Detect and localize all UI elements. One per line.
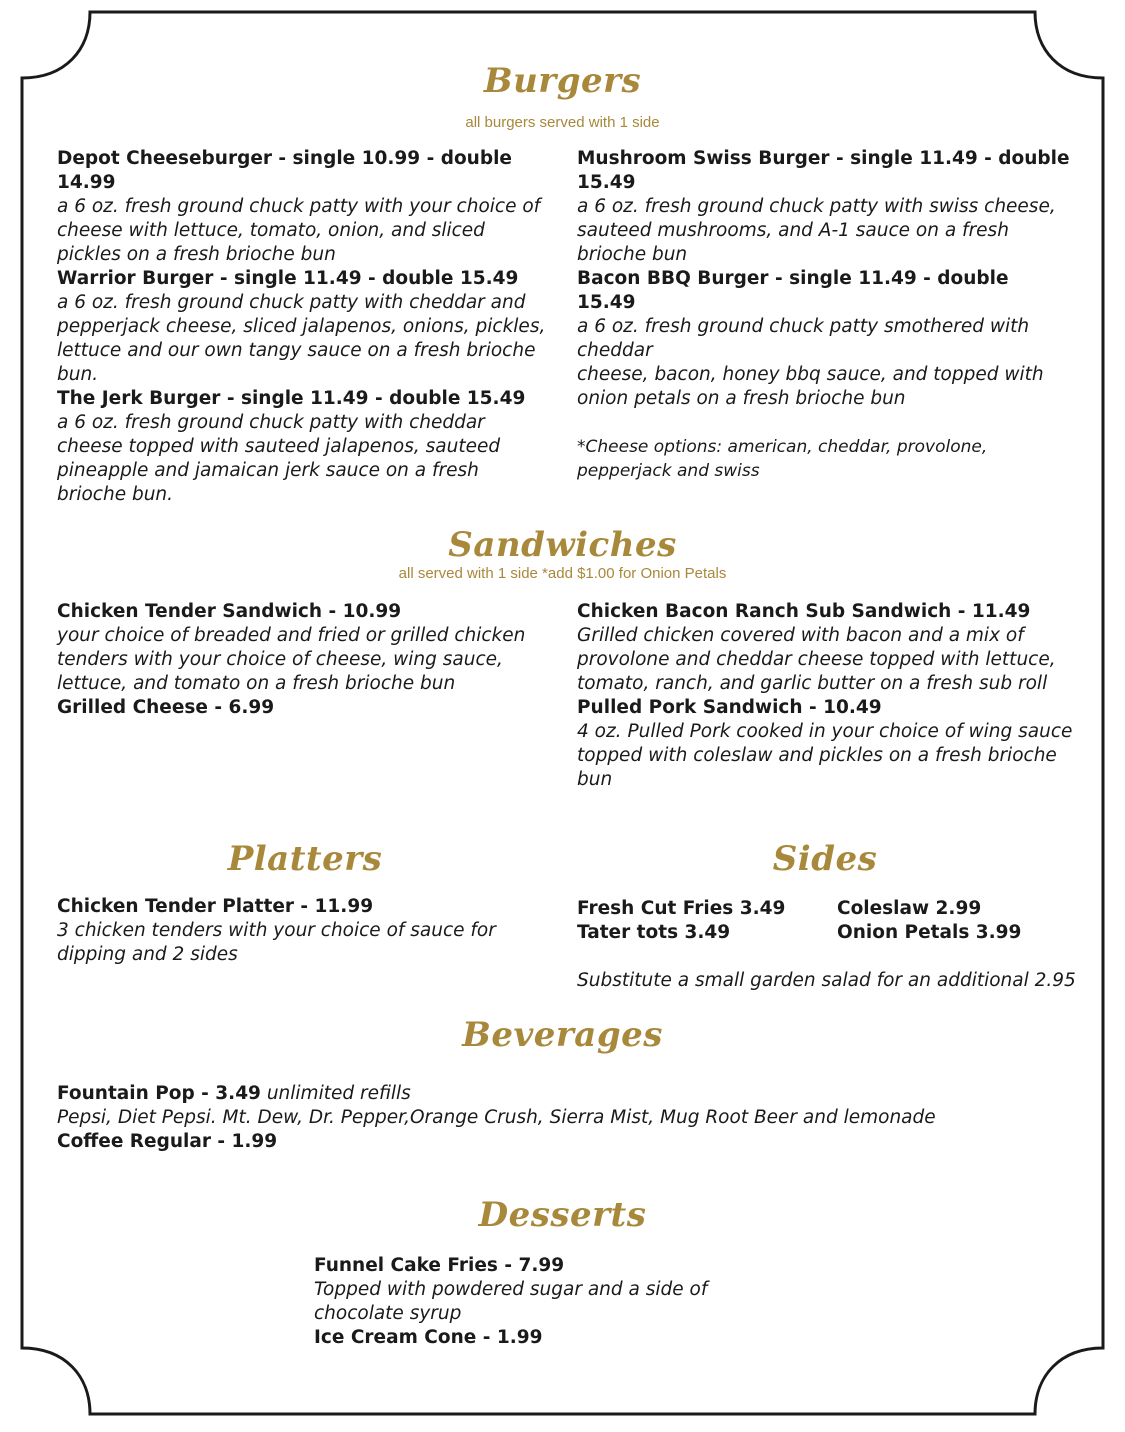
sides-heading: Sides	[772, 839, 878, 879]
side-item: Onion Petals 3.99	[837, 922, 1022, 943]
menu-item-title: Ice Cream Cone - 1.99	[314, 1327, 543, 1348]
menu-item-title: Depot Cheeseburger - single 10.99 - double 14.99	[57, 148, 512, 193]
sides-list	[577, 897, 1022, 945]
cheese-options-note: *Cheese options: american, cheddar, provolone, pepperjack and swiss	[577, 437, 988, 481]
menu-item-title: Chicken Tender Sandwich - 10.99	[57, 601, 402, 622]
platters-heading: Platters	[227, 839, 383, 879]
menu-item-desc-cont: cheese, bacon, honey bbq sauce, and topped with onion petals on a fresh brioche bun	[577, 364, 1044, 409]
menu-item-desc: your choice of breaded and fried or grilled chicken tenders with your choice of cheese, wing sauce, lettuce, and tomato on a fresh brioche bun	[57, 625, 526, 694]
menu-item-desc: Grilled chicken covered with bacon and a mix of provolone and cheddar cheese topped with lettuce, tomato, ranch, and garlic butter on a fresh sub roll	[577, 625, 1056, 694]
menu-item-desc: Topped with powdered sugar and a side of chocolate syrup	[314, 1279, 708, 1324]
sandwiches-heading: Sandwiches	[448, 525, 677, 565]
menu-item-desc: a 6 oz. fresh ground chuck patty with cheddar cheese topped with sauteed jalapenos, sauteed pineapple and jamaican jerk sauce on a fresh brioche bun.	[57, 412, 501, 505]
menu-item-title: The Jerk Burger - single 11.49 - double 15.49	[57, 388, 526, 409]
desserts-heading: Desserts	[478, 1195, 647, 1235]
burgers-right-column	[577, 147, 1072, 483]
sides-note: Substitute a small garden salad for an additional 2.95	[577, 970, 1076, 991]
menu-item-title: Mushroom Swiss Burger - single 11.49 - double 15.49	[577, 148, 1070, 193]
menu-item-title: Chicken Tender Platter - 11.99	[57, 896, 374, 917]
menu-item-desc: a 6 oz. fresh ground chuck patty smothered with cheddar	[577, 316, 1030, 361]
sandwiches-subtitle: all served with 1 side *add $1.00 for Onion Petals	[398, 565, 727, 582]
menu-item-title: Funnel Cake Fries - 7.99	[314, 1255, 565, 1276]
menu-item-title: Chicken Bacon Ranch Sub Sandwich - 11.49	[577, 601, 1031, 622]
sandwiches-left-column	[57, 600, 552, 720]
sandwiches-right-column	[577, 600, 1077, 792]
menu-item-desc: 3 chicken tenders with your choice of sauce for dipping and 2 sides	[57, 920, 496, 965]
menu-item-title: Fountain Pop - 3.49	[57, 1083, 261, 1104]
burgers-left-column	[57, 147, 552, 507]
burgers-subtitle: all burgers served with 1 side	[465, 114, 660, 131]
burgers-heading: Burgers	[483, 61, 642, 101]
side-item: Fresh Cut Fries 3.49	[577, 898, 786, 919]
menu-item-desc: 4 oz. Pulled Pork cooked in your choice of wing sauce topped with coleslaw and pickles on a fresh brioche bun	[577, 721, 1073, 790]
menu-item-desc: a 6 oz. fresh ground chuck patty with your choice of cheese with lettuce, tomato, onion, and sliced pickles on a fresh brioche bun	[57, 196, 541, 265]
pop-flavors-list: Pepsi, Diet Pepsi. Mt. Dew, Dr. Pepper,Orange Crush, Sierra Mist, Mug Root Beer and lemonade	[57, 1107, 936, 1128]
menu-item-desc: a 6 oz. fresh ground chuck patty with swiss cheese, sauteed mushrooms, and A-1 sauce on a fresh brioche bun	[577, 196, 1056, 265]
menu-item-title: Bacon BBQ Burger - single 11.49 - double 15.49	[577, 268, 1009, 313]
menu-item-title: Coffee Regular - 1.99	[57, 1131, 278, 1152]
menu-item-desc: a 6 oz. fresh ground chuck patty with cheddar and pepperjack cheese, sliced jalapenos, onions, pickles, lettuce and our own tangy sauce on a fresh brioche bun.	[57, 292, 546, 385]
menu-item-title: Grilled Cheese - 6.99	[57, 697, 275, 718]
desserts-column	[314, 1254, 744, 1350]
beverages-column	[57, 1082, 1067, 1154]
menu-item-title: Warrior Burger - single 11.49 - double 15.49	[57, 268, 519, 289]
platters-column	[57, 895, 537, 967]
refills-note: unlimited refills	[260, 1083, 411, 1104]
menu-item-title: Pulled Pork Sandwich - 10.49	[577, 697, 882, 718]
side-item: Tater tots 3.49	[577, 922, 731, 943]
beverages-heading: Beverages	[462, 1015, 663, 1055]
side-item: Coleslaw 2.99	[837, 898, 982, 919]
